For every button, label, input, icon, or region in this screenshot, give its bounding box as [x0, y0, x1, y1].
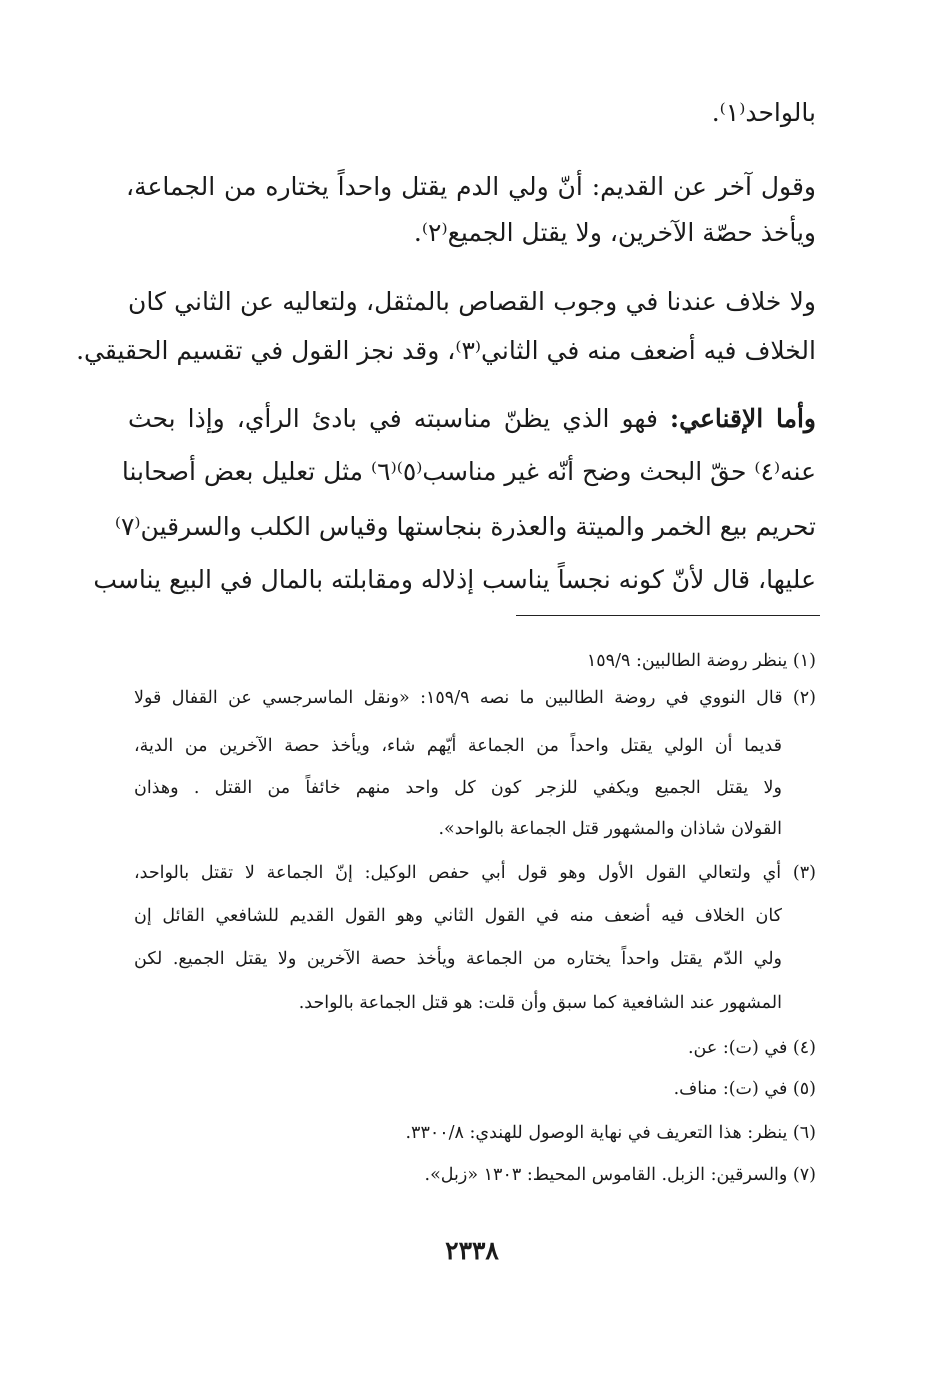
term-heading: وأما الإقناعي:	[669, 404, 816, 433]
footnote-1: (١) ينظر روضة الطالبين: ١٥٩/٩	[586, 651, 816, 671]
body-line: ويأخذ حصّة الآخرين، ولا يقتل الجميع⁽٢⁾.	[413, 218, 816, 247]
body-line: ولا خلاف عندنا في وجوب القصاص بالمثقل، ولتعاليه عن الثاني كان	[128, 287, 816, 316]
page-number: ٢٣٣٨	[445, 1236, 499, 1265]
footnote-3-cont: المشهور عند الشافعية كما سبق وأن قلت: هو قتل الجماعة بالواحد.	[298, 993, 782, 1013]
footnote-2: (٢) قال النووي في روضة الطالبين ما نصه ١٥٩/٩: «ونقل الماسرجسي عن القفال قولا	[134, 688, 816, 708]
body-line: الخلاف فيه أضعف منه في الثاني⁽٣⁾، وقد نجز القول في تقسيم الحقيقي.	[76, 336, 816, 365]
body-text: فهو الذي يظنّ مناسبته في بادئ الرأي، وإذا بحث	[128, 404, 670, 433]
footnote-6: (٦) ينظر: هذا التعريف في نهاية الوصول للهندي: ٣٣٠٠/٨.	[405, 1123, 816, 1143]
body-line: وقول آخر عن القديم: أنّ ولي الدم يقتل واحداً يختاره من الجماعة،	[126, 172, 816, 201]
body-line	[128, 402, 816, 436]
footnote-5: (٥) في (ت): مناف.	[673, 1079, 816, 1099]
body-line: تحريم بيع الخمر والميتة والعذرة بنجاستها وقياس الكلب والسرقين⁽٧⁾	[114, 512, 816, 541]
footnote-4: (٤) في (ت): عن.	[687, 1038, 816, 1058]
footnote-2-cont: قديما أن الولي يقتل واحداً من الجماعة أيّهم شاء، ويأخذ حصة الآخرين من الدية،	[134, 736, 782, 756]
body-line: عليها، قال لأنّ كونه نجساً يناسب إذلاله ومقابلته بالمال في البيع يناسب	[93, 565, 816, 594]
body-line: عنه⁽٤⁾ حقّ البحث وضح أنّه غير مناسب⁽٥⁾⁽٦⁾ مثل تعليل بعض أصحابنا	[121, 457, 816, 486]
body-line: بالواحد⁽١⁾.	[711, 98, 816, 127]
footnote-2-cont: ولا يقتل الجميع ويكفي للزجر كون كل واحد منهم خائفاً من القتل . وهذان	[134, 778, 782, 798]
footnote-7: (٧) والسرقين: الزبل. القاموس المحيط: ١٣٠٣ «زبل».	[424, 1165, 816, 1185]
footnote-2-cont: القولان شاذان والمشهور قتل الجماعة بالواحد».	[438, 819, 782, 839]
footnote-separator	[516, 615, 820, 616]
footnote-3: (٣) أي ولتعالي القول الأول وهو قول أبي حفص الوكيل: إنّ الجماعة لا تقتل بالواحد،	[134, 863, 816, 883]
footnote-3-cont: كان الخلاف فيه أضعف منه في القول الثاني وهو القول القديم للشافعي القائل إن	[134, 906, 782, 926]
footnote-3-cont: ولي الدّم يقتل واحداً يختاره من الجماعة ويأخذ حصة الآخرين ولا يقتل الجميع. لكن	[134, 949, 782, 969]
